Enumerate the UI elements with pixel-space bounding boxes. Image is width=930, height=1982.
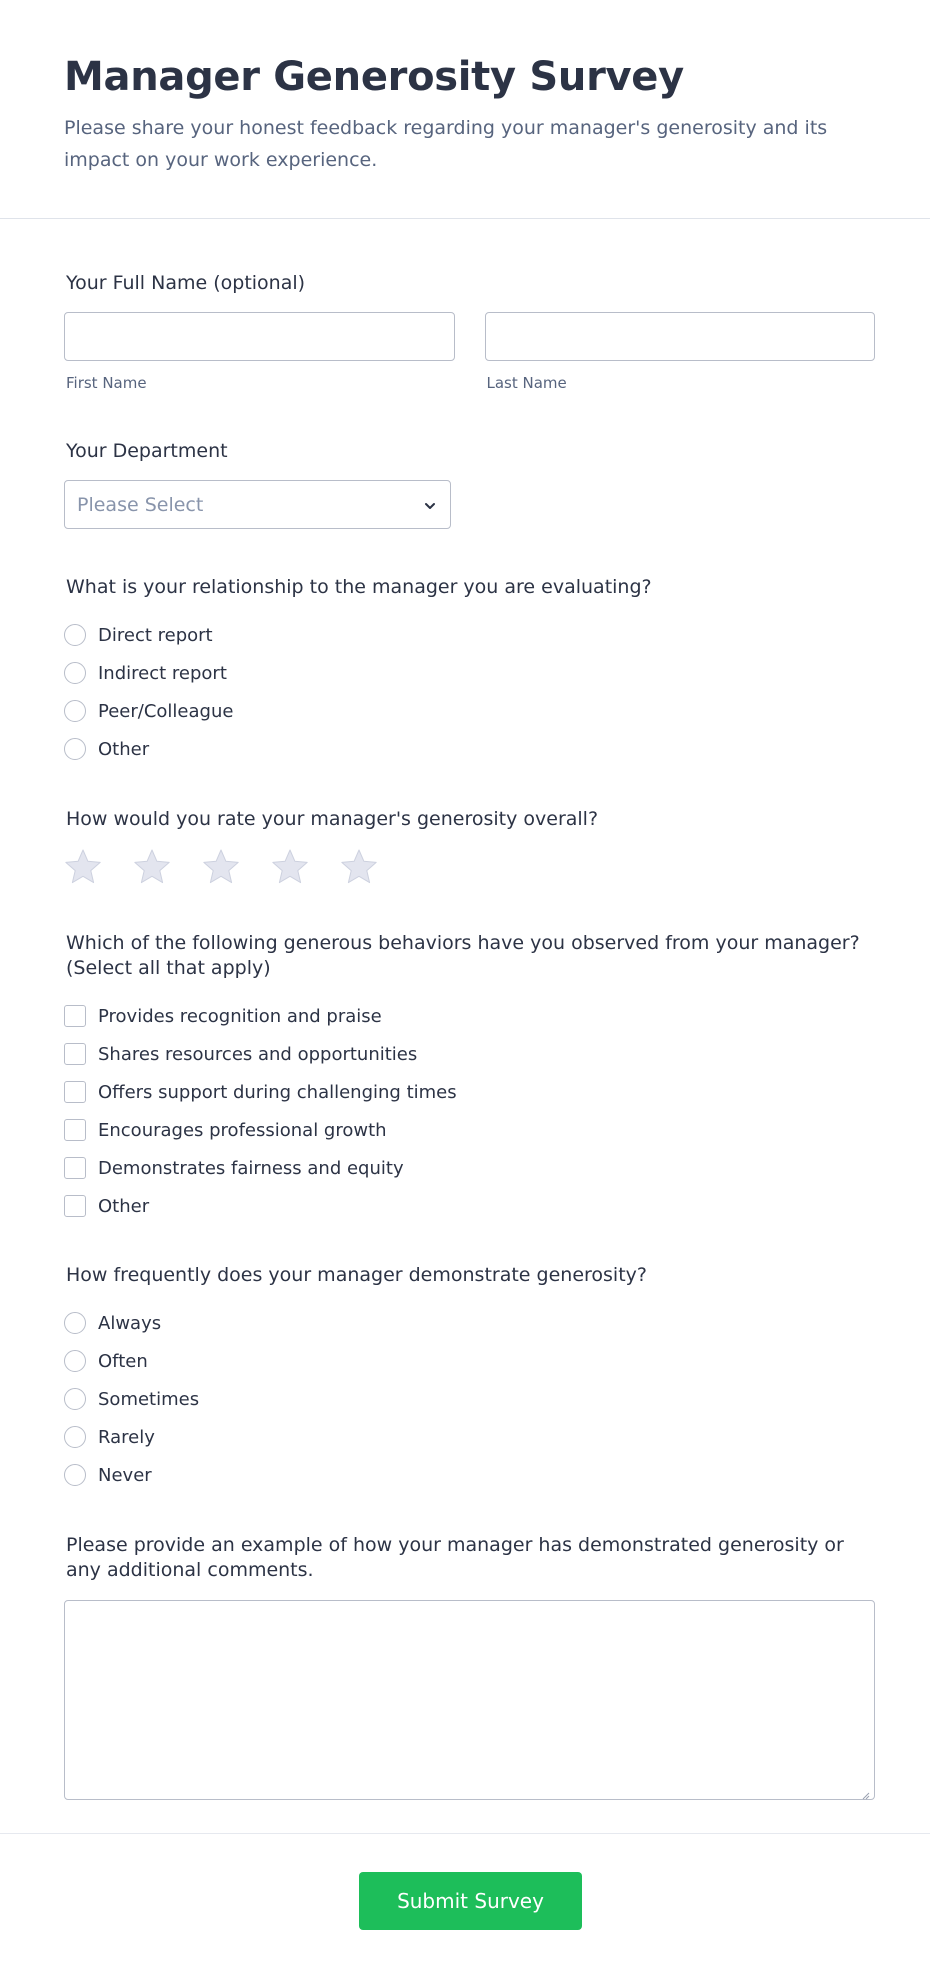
radio-button[interactable] — [64, 700, 86, 722]
rating-label: How would you rate your manager's generosity overall? — [66, 808, 599, 830]
checkbox[interactable] — [64, 1081, 86, 1103]
first-name-group — [64, 312, 455, 392]
radio-button[interactable] — [64, 1350, 86, 1372]
behavior-option[interactable] — [64, 1187, 875, 1225]
frequency-option[interactable] — [64, 1456, 875, 1494]
full-name-field — [64, 271, 875, 392]
relationship-field — [64, 575, 875, 768]
frequency-option[interactable] — [64, 1342, 875, 1380]
department-field — [64, 439, 875, 529]
page-subtitle: Please share your honest feedback regarding your manager's generosity and its impact on your work experience. — [64, 117, 828, 171]
option-label: Shares resources and opportunities — [98, 1043, 418, 1065]
behavior-option[interactable] — [64, 1111, 875, 1149]
frequency-label: How frequently does your manager demonstrate generosity? — [66, 1264, 647, 1286]
department-select[interactable] — [64, 480, 451, 529]
last-name-sublabel: Last Name — [486, 374, 567, 392]
star-icon[interactable] — [133, 848, 171, 886]
radio-button[interactable] — [64, 738, 86, 760]
behavior-option[interactable] — [64, 1035, 875, 1073]
submit-survey-button[interactable]: Submit Survey — [359, 1872, 582, 1930]
form-footer — [0, 1833, 930, 1982]
relationship-option[interactable] — [64, 730, 875, 768]
checkbox[interactable] — [64, 1195, 86, 1217]
star-icon[interactable] — [202, 848, 240, 886]
relationship-option[interactable] — [64, 616, 875, 654]
radio-button[interactable] — [64, 1464, 86, 1486]
behaviors-label: Which of the following generous behaviors have you observed from your manager? (Select all that apply) — [66, 932, 860, 979]
star-icon[interactable] — [64, 848, 102, 886]
checkbox[interactable] — [64, 1157, 86, 1179]
frequency-option[interactable] — [64, 1418, 875, 1456]
frequency-option[interactable] — [64, 1380, 875, 1418]
rating-field — [64, 807, 875, 886]
behavior-option[interactable] — [64, 997, 875, 1035]
relationship-options — [64, 616, 875, 768]
name-row — [64, 312, 875, 392]
star-rating — [64, 848, 875, 886]
radio-button[interactable] — [64, 1426, 86, 1448]
option-label: Often — [98, 1350, 148, 1372]
option-label: Offers support during challenging times — [98, 1081, 457, 1103]
frequency-options — [64, 1304, 875, 1494]
checkbox[interactable] — [64, 1043, 86, 1065]
star-icon[interactable] — [271, 848, 309, 886]
relationship-option[interactable] — [64, 692, 875, 730]
option-label: Other — [98, 1195, 150, 1217]
option-label: Indirect report — [98, 662, 227, 684]
comments-label: Please provide an example of how your manager has demonstrated generosity or any additional comments. — [66, 1534, 844, 1581]
comments-textarea[interactable] — [64, 1600, 875, 1800]
last-name-group — [485, 312, 876, 392]
radio-button[interactable] — [64, 1388, 86, 1410]
department-select-value: Please Select — [77, 493, 204, 516]
relationship-label: What is your relationship to the manager you are evaluating? — [66, 576, 652, 598]
option-label: Other — [98, 738, 150, 760]
relationship-option[interactable] — [64, 654, 875, 692]
page-title: Manager Generosity Survey — [64, 54, 684, 100]
option-label: Always — [98, 1312, 162, 1334]
radio-button[interactable] — [64, 1312, 86, 1334]
option-label: Direct report — [98, 624, 213, 646]
last-name-input[interactable] — [485, 312, 876, 361]
behavior-option[interactable] — [64, 1149, 875, 1187]
behaviors-options — [64, 997, 875, 1225]
radio-button[interactable] — [64, 624, 86, 646]
frequency-option[interactable] — [64, 1304, 875, 1342]
first-name-input[interactable] — [64, 312, 455, 361]
frequency-field — [64, 1263, 875, 1494]
comments-field — [64, 1533, 875, 1800]
department-label: Your Department — [66, 440, 228, 462]
checkbox[interactable] — [64, 1119, 86, 1141]
star-icon[interactable] — [340, 848, 378, 886]
checkbox[interactable] — [64, 1005, 86, 1027]
full-name-label: Your Full Name (optional) — [66, 272, 306, 294]
option-label: Demonstrates fairness and equity — [98, 1157, 404, 1179]
form-header — [0, 0, 930, 219]
resize-grip-icon[interactable] — [860, 1785, 870, 1795]
behavior-option[interactable] — [64, 1073, 875, 1111]
radio-button[interactable] — [64, 662, 86, 684]
behaviors-field — [64, 931, 875, 1225]
option-label: Sometimes — [98, 1388, 200, 1410]
option-label: Encourages professional growth — [98, 1119, 387, 1141]
option-label: Peer/Colleague — [98, 700, 234, 722]
option-label: Provides recognition and praise — [98, 1005, 382, 1027]
first-name-sublabel: First Name — [66, 374, 147, 392]
option-label: Never — [98, 1464, 152, 1486]
option-label: Rarely — [98, 1426, 155, 1448]
chevron-down-icon — [422, 497, 438, 513]
